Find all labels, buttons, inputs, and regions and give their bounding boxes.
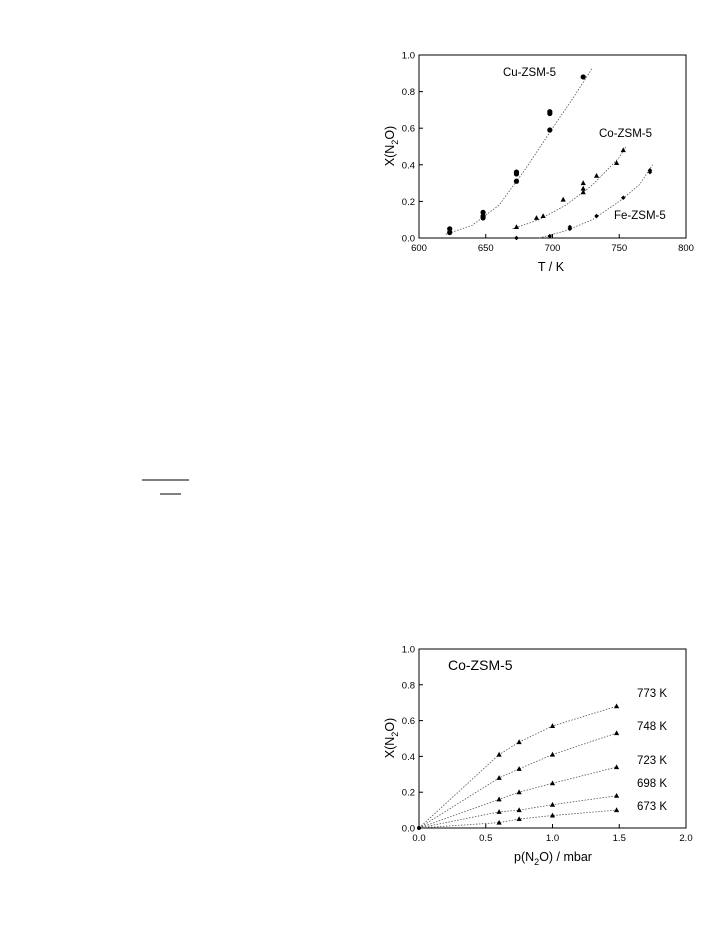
data-point-cu-zsm-5	[480, 215, 485, 220]
x-tick-label: 0.0	[412, 833, 426, 844]
data-point-co-zsm-5	[561, 197, 566, 202]
data-point-773-k	[497, 752, 502, 757]
data-point-723-k	[550, 780, 555, 785]
x-tick-label: 1.5	[612, 833, 626, 844]
data-point-cu-zsm-5	[547, 111, 552, 116]
x-tick-label: 750	[611, 243, 628, 254]
x-axis-label-main: p(N	[514, 850, 535, 864]
series-label-co-zsm5: Co-ZSM-5	[599, 128, 653, 140]
x-tick-label: 2.0	[679, 833, 693, 844]
y-axis-label-sub: 2	[390, 139, 400, 145]
data-point-673-k	[614, 807, 619, 812]
data-point-cu-zsm-5	[547, 127, 552, 132]
y-axis-label	[383, 718, 400, 758]
series-label-fe-zsm5: Fe-ZSM-5	[614, 210, 666, 222]
y-axis-label-end: O)	[383, 717, 397, 732]
data-point-co-zsm-5	[581, 180, 586, 185]
x-axis-label	[514, 850, 592, 867]
x-axis-label-end: O) / mbar	[539, 850, 592, 864]
data-point-723-k	[497, 797, 502, 802]
fit-curve-cu-zsm-5	[446, 68, 593, 235]
series-label-673k: 673 K	[637, 801, 668, 813]
y-tick-label: 1.0	[401, 50, 415, 62]
y-tick-label: 0.6	[401, 716, 415, 728]
y-tick-label: 1.0	[401, 644, 415, 656]
fit-curve-748-k	[419, 733, 617, 828]
data-point-748-k	[550, 752, 555, 757]
y-tick-label: 0.4	[401, 160, 415, 172]
data-point-cu-zsm-5	[514, 171, 519, 176]
series-label-723k: 723 K	[637, 755, 668, 767]
data-point-698-k	[517, 807, 522, 812]
data-point-698-k	[497, 809, 502, 814]
data-point-fe-zsm-5	[514, 236, 519, 241]
y-axis-label-main: X(N	[383, 144, 397, 167]
data-point-748-k	[614, 730, 619, 735]
x-tick-label: 700	[544, 243, 561, 254]
data-point-fe-zsm-5	[621, 195, 626, 200]
fit-curve-co-zsm-5	[513, 147, 626, 229]
x-axis-label-sub: 2	[534, 857, 540, 867]
y-tick-label: 0.8	[401, 87, 415, 99]
data-point-698-k	[550, 802, 555, 807]
data-point-co-zsm-5	[534, 215, 539, 220]
series-label-748k: 748 K	[637, 721, 668, 733]
data-point-cu-zsm-5	[581, 74, 586, 79]
data-point-cu-zsm-5	[447, 230, 452, 235]
data-point-773-k	[614, 703, 619, 708]
y-tick-label: 0.0	[401, 823, 415, 835]
data-point-773-k	[517, 739, 522, 744]
chart-title: Co-ZSM-5	[448, 657, 513, 673]
y-tick-label: 0.0	[401, 233, 415, 245]
data-point-723-k	[614, 764, 619, 769]
chart-conversion-vs-pressure	[383, 645, 693, 868]
y-tick-label: 0.6	[401, 123, 415, 135]
series-label-698k: 698 K	[637, 778, 668, 790]
fit-curve-773-k	[419, 706, 617, 828]
x-tick-label: 600	[411, 243, 427, 254]
data-point-fe-zsm-5	[594, 214, 599, 219]
y-tick-label: 0.2	[401, 196, 415, 208]
y-axis-label	[383, 126, 400, 166]
x-tick-label: 0.5	[479, 833, 493, 844]
y-axis-label-end: O)	[383, 125, 397, 140]
y-tick-label: 0.4	[401, 751, 415, 763]
data-point-co-zsm-5	[541, 213, 546, 218]
chart-conversion-vs-temperature	[383, 51, 694, 275]
x-axis-label: T / K	[537, 260, 565, 274]
x-tick-label: 650	[477, 243, 494, 254]
origin-point	[417, 826, 421, 830]
y-axis-label-sub: 2	[390, 731, 400, 737]
series-label-773k: 773 K	[637, 688, 668, 700]
series-label-cu-zsm5: Cu-ZSM-5	[503, 67, 557, 79]
data-point-698-k	[614, 793, 619, 798]
x-tick-label: 800	[678, 243, 694, 254]
data-point-co-zsm-5	[594, 173, 599, 178]
y-axis-label-main: X(N	[383, 736, 397, 759]
data-point-cu-zsm-5	[514, 179, 519, 184]
x-tick-label: 1.0	[545, 833, 560, 844]
y-tick-label: 0.8	[401, 680, 415, 692]
y-tick-label: 0.2	[401, 787, 415, 799]
